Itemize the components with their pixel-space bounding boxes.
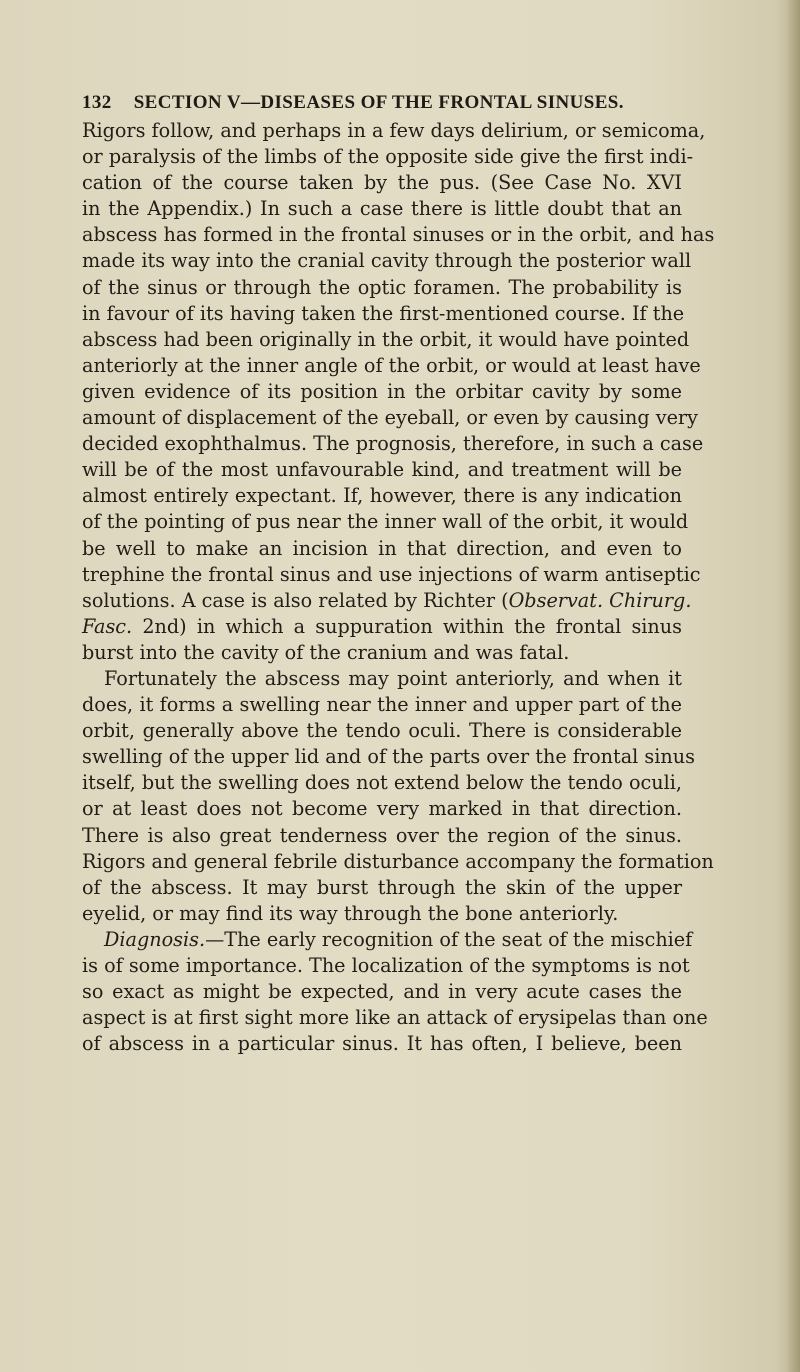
- text-line: [82, 588, 692, 614]
- text-segment: —The early recognition of the seat of the mischief: [205, 927, 693, 951]
- page-edge-shadow: [786, 0, 800, 1372]
- text-line: decided exophthalmus. The prognosis, therefore, in such a case: [82, 432, 704, 456]
- text-line: cation of the course taken by the pus. (See Case No. XVI: [82, 171, 682, 195]
- text-line: is of some importance. The localization of the symptoms is not: [82, 954, 690, 977]
- text-line: of the sinus or through the optic foramen. The probability is: [82, 275, 682, 299]
- text-line: aspect is at first sight more like an attack of erysipelas than one: [82, 1006, 708, 1030]
- text-line: anteriorly at the inner angle of the orbit, or would at least have: [82, 353, 701, 377]
- page-number: 132: [82, 92, 112, 113]
- text-line: of abscess in a particular sinus. It has often, I believe, been: [82, 1032, 682, 1056]
- text-line: abscess has formed in the frontal sinuses or in the orbit, and has: [82, 223, 715, 247]
- text-segment: solutions. A case is also related by Richter (: [82, 588, 509, 612]
- text-line: Rigors follow, and perhaps in a few days delirium, or semicoma,: [82, 119, 706, 142]
- body-text: [82, 118, 715, 1057]
- text-line: [82, 927, 693, 953]
- text-line: in favour of its having taken the first-mentioned course. If the: [82, 301, 685, 325]
- text-line: in the Appendix.) In such a case there is little doubt that an: [82, 197, 682, 221]
- running-header: [82, 92, 682, 114]
- text-line: or at least does not become very marked in that direction.: [82, 797, 682, 821]
- text-line: almost entirely expectant. If, however, there is any indication: [82, 484, 682, 508]
- text-line: made its way into the cranial cavity through the posterior wall: [82, 249, 692, 273]
- citation-fascicle: Fasc.: [82, 614, 133, 638]
- text-line: orbit, generally above the tendo oculi. There is considerable: [82, 719, 682, 743]
- text-line: abscess had been originally in the orbit, it would have pointed: [82, 327, 690, 351]
- text-line: will be of the most unfavourable kind, and treatment will be: [82, 458, 682, 482]
- text-line: trephine the frontal sinus and use injections of warm antiseptic: [82, 562, 701, 586]
- text-line: There is also great tenderness over the region of the sinus.: [82, 823, 682, 847]
- text-line: of the pointing of pus near the inner wall of the orbit, it would: [82, 510, 689, 534]
- citation-title: Observat. Chirurg.: [508, 588, 692, 612]
- text-line: swelling of the upper lid and of the parts over the frontal sinus: [82, 745, 695, 769]
- text-line: [82, 614, 682, 640]
- text-line: of the abscess. It may burst through the skin of the upper: [82, 875, 682, 899]
- text-line: amount of displacement of the eyeball, or even by causing very: [82, 406, 698, 430]
- text-line: eyelid, or may find its way through the bone anteriorly.: [82, 901, 619, 925]
- text-line: Fortunately the abscess may point anteriorly, and when it: [104, 666, 682, 690]
- text-line: given evidence of its position in the orbitar cavity by some: [82, 379, 682, 403]
- text-segment: 2nd) in which a suppuration within the frontal sinus: [132, 614, 682, 638]
- text-line: does, it forms a swelling near the inner and upper part of the: [82, 693, 682, 717]
- text-line: Rigors and general febrile disturbance accompany the formation: [82, 849, 714, 873]
- section-heading-diagnosis: Diagnosis.: [104, 927, 206, 951]
- text-line: so exact as might be expected, and in very acute cases the: [82, 980, 682, 1004]
- text-line: be well to make an incision in that direction, and even to: [82, 536, 682, 560]
- text-line: or paralysis of the limbs of the opposite side give the first indi-: [82, 145, 694, 169]
- text-line: burst into the cavity of the cranium and was fatal.: [82, 640, 570, 664]
- text-line: itself, but the swelling does not extend below the tendo oculi,: [82, 771, 682, 795]
- header-title: SECTION V—DISEASES OF THE FRONTAL SINUSES.: [133, 92, 624, 113]
